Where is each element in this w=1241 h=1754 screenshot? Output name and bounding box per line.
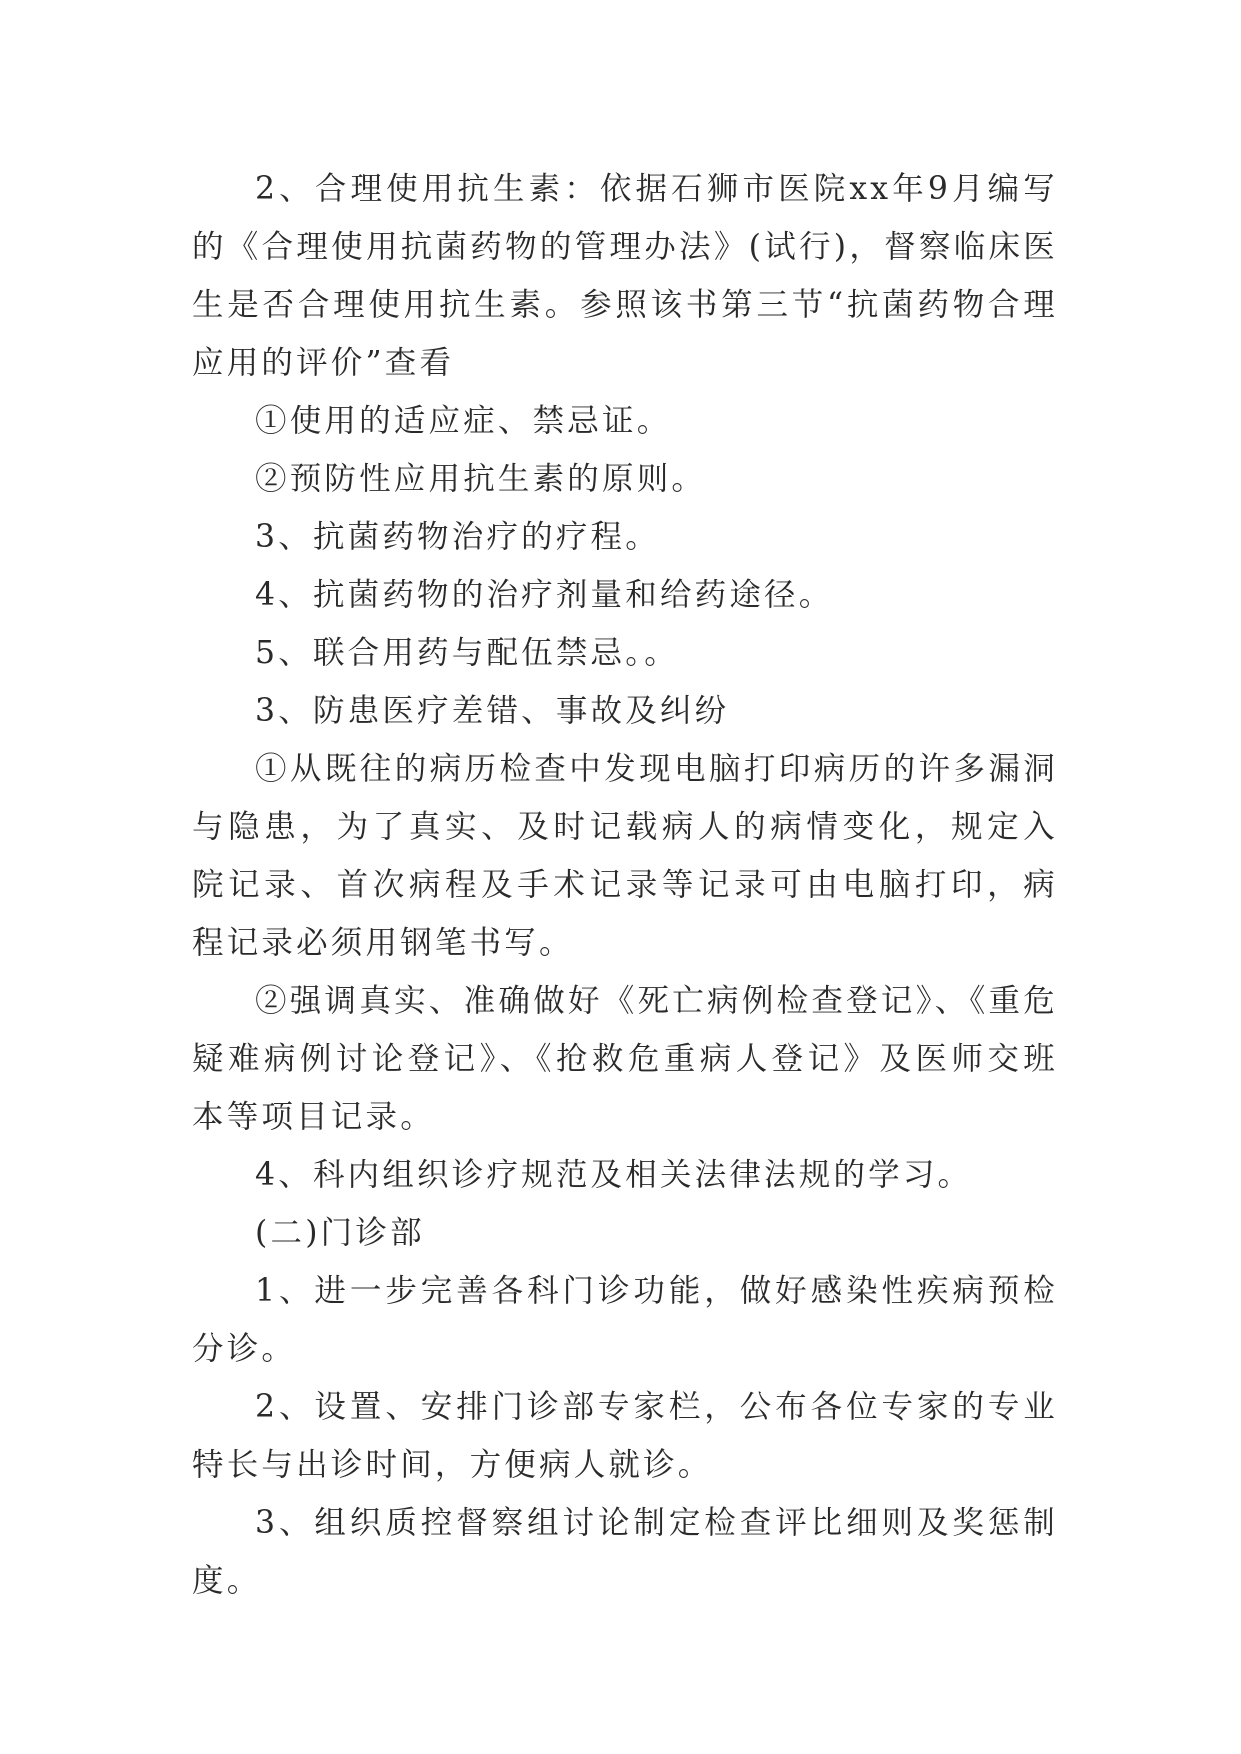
paragraph-dosage: 4、抗菌药物的治疗剂量和给药途径。 — [255, 577, 834, 613]
paragraph-error-prevention: 3、防患医疗差错、事故及纠纷 — [255, 693, 730, 729]
section-heading-outpatient: (二)门诊部 — [255, 1215, 425, 1251]
document-body — [192, 160, 1058, 1610]
paragraph-course: 3、抗菌药物治疗的疗程。 — [255, 519, 660, 555]
paragraph-antibiotic-use: 2、合理使用抗生素：依据石狮市医院xx年9月编写的《合理使用抗菌药物的管理办法》(试行)，督察临床医生是否合理使用抗生素。参照该书第三节“抗菌药物合理应用的评价”查看 — [192, 171, 1058, 381]
paragraph-indications: ①使用的适应症、禁忌证。 — [255, 403, 672, 439]
paragraph-training: 4、科内组织诊疗规范及相关法律法规的学习。 — [255, 1157, 973, 1193]
paragraph-records-accuracy: ②强调真实、准确做好《死亡病例检查登记》、《重危疑难病例讨论登记》、《抢救危重病人登记》及医师交班本等项目记录。 — [192, 983, 1058, 1135]
paragraph-quality-control: 3、组织质控督察组讨论制定检查评比细则及奖惩制度。 — [192, 1505, 1058, 1599]
paragraph-combination: 5、联合用药与配伍禁忌。。 — [255, 635, 679, 671]
paragraph-expert-column: 2、设置、安排门诊部专家栏，公布各位专家的专业特长与出诊时间，方便病人就诊。 — [192, 1389, 1058, 1483]
paragraph-prophylaxis: ②预防性应用抗生素的原则。 — [255, 461, 707, 497]
paragraph-outpatient-function: 1、进一步完善各科门诊功能，做好感染性疾病预检分诊。 — [192, 1273, 1058, 1367]
paragraph-records-printing: ①从既往的病历检查中发现电脑打印病历的许多漏洞与隐患，为了真实、及时记载病人的病情变化，规定入院记录、首次病程及手术记录等记录可由电脑打印，病程记录必须用钢笔书写。 — [192, 751, 1058, 961]
